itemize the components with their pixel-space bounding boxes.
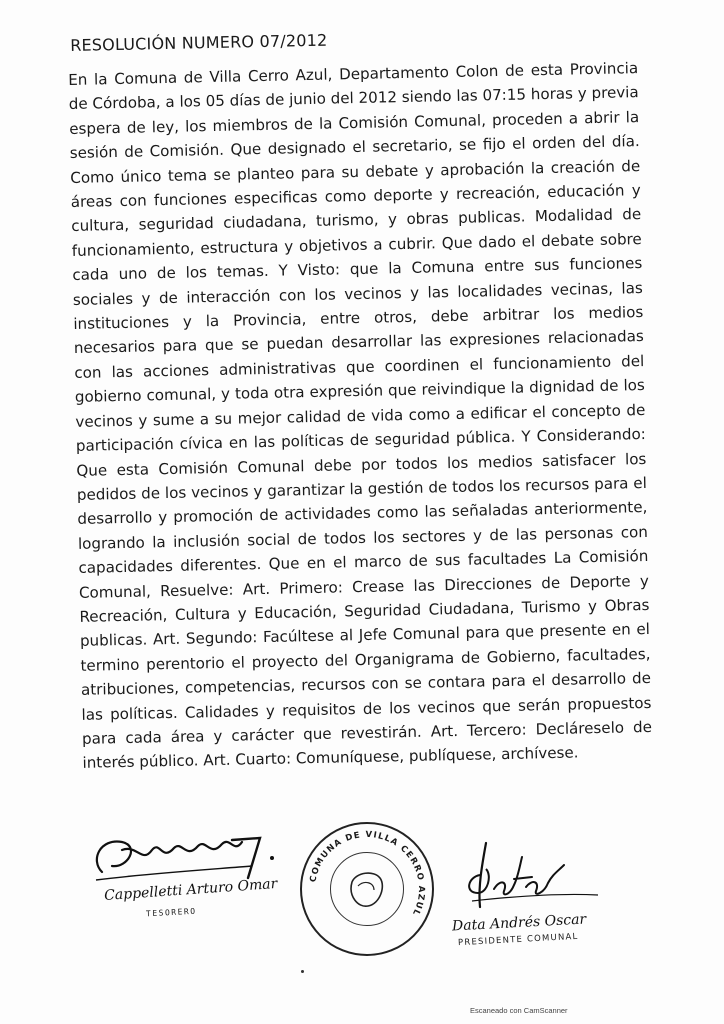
president-role: PRESIDENTE COMUNAL [457, 931, 579, 949]
resolution-title: RESOLUCIÓN NUMERO 07/2012 [70, 30, 328, 55]
president-name: Data Andrés Oscar [451, 911, 587, 935]
seal-text: COMUNA DE VILLA CERRO AZUL [308, 829, 427, 918]
resolution-body: En la Comuna de Villa Cerro Azul, Departamento Colon de esta Provincia de Córdoba, a los 05 días de junio del 2012 siendo las 07:15 horas y previa espera de ley, los miembros de la Comisión Comunal, proceden a abrir la sesión de Comisión. Que designado el secretario, se fijo el orden del día. Como único tema se planteo para su debate y aprobación la creación de áreas con funciones especificas como deporte y recreación, educación y cultura, seguridad ciudadana, turismo, y obras publicas. Modalidad de funcionamiento, estructura y objetivos a cubrir. Que dado el debate sobre cada uno de los temas. Y Visto: que la Comuna entre sus funciones sociales y de interacción con los vecinos y las localidades vecinas, las instituciones y la Provincia, entre otros, debe arbitrar los medios necesarios para que se puedan desarrollar las expresiones relacionadas con las acciones administrativas que coordinen el funcionamiento del gobierno comunal, y toda otra expresión que reivindique la dignidad de los vecinos y sume a su mejor calidad de vida como a edificar el concepto de participación cívica en las políticas de seguridad pública. Y Considerando: Que esta Comisión Comunal debe por todos los medios satisfacer los pedidos de los vecinos y garantizar la gestión de todos los recursos para el desarrollo y promoción de actividades como las señaladas anteriormente, logrando la inclusión social de todos los sectores y de las personas con capacidades diferentes. Que en el marco de sus facultades La Comisión Comunal, Resuelve: Art. Primero: Crease las Direcciones de Deporte y Recreación, Cultura y Educación, Seguridad Ciudadana, Turismo y Obras publicas. Art. Segundo: Facúltese al Jefe Comunal para que presente en el termino perentorio el proyecto del Organigrama de Gobierno, facultades, atribuciones, competencias, recursos con se contara para el desarrollo de las políticas. Calidades y requisitos de los vecinos que serán propuestos para cada área y carácter que revestirán. Art. Tercero: Decláreselo de interés público. Art. Cuarto: Comuníquese, publíquese, archívese. [68, 59, 653, 773]
treasurer-role: TESORERO [145, 906, 197, 919]
ink-dot [301, 970, 304, 973]
president-signature-scribble-icon [448, 835, 618, 915]
scanner-watermark: Escaneado con CamScanner [470, 1006, 568, 1015]
seal-emblem-icon [300, 822, 434, 956]
commune-seal [300, 822, 440, 962]
treasurer-name: Cappelletti Arturo Omar [103, 875, 278, 905]
president-signature-block [448, 835, 618, 960]
treasurer-signature-block [82, 820, 282, 930]
